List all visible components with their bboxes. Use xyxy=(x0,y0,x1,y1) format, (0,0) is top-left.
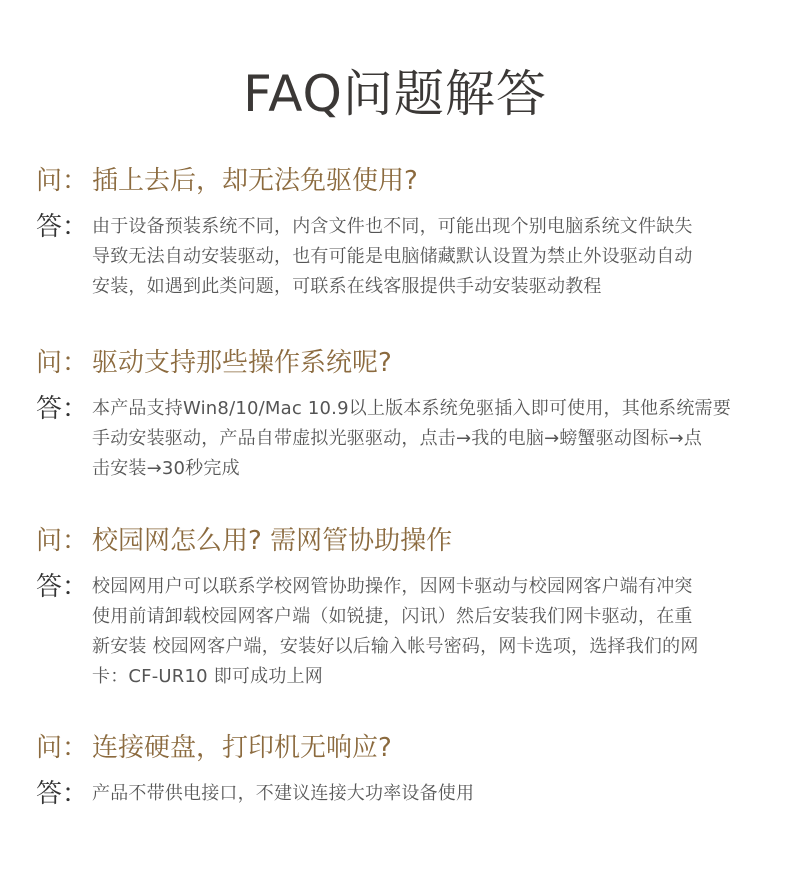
answer-text: 产品不带供电接口，不建议连接大功率设备使用 xyxy=(92,783,475,804)
faq-question xyxy=(36,731,776,765)
question-text: 校园网怎么用? 需网管协助操作 xyxy=(92,526,453,556)
question-prefix: 问： xyxy=(36,348,89,378)
answer-prefix: 答： xyxy=(36,779,89,809)
faq-question xyxy=(36,164,776,198)
answer-prefix: 答： xyxy=(36,394,89,424)
question-prefix: 问： xyxy=(36,166,89,196)
answer-prefix: 答： xyxy=(36,212,89,242)
faq-item xyxy=(36,164,776,302)
question-text: 插上去后，却无法免驱使用? xyxy=(92,166,418,196)
question-text: 驱动支持那些操作系统呢? xyxy=(92,348,392,378)
faq-item xyxy=(36,346,776,484)
question-prefix: 问： xyxy=(36,526,89,556)
faq-answer xyxy=(36,779,776,809)
faq-question xyxy=(36,524,776,558)
page-title: FAQ问题解答 xyxy=(243,65,547,123)
question-prefix: 问： xyxy=(36,733,89,763)
faq-answer xyxy=(36,572,776,692)
answer-text: 由于设备预装系统不同，内含文件也不同，可能出现个别电脑系统文件缺失 导致无法自动安装驱动，也有可能是电脑储藏默认设置为禁止外设驱动自动 安装，如遇到此类问题，可联系在线客服提供手动安装驱动教程 xyxy=(92,216,693,297)
faq-answer xyxy=(36,212,776,302)
answer-text: 本产品支持Win8/10/Mac 10.9以上版本系统免驱插入即可使用，其他系统需要 手动安装驱动，产品自带虚拟光驱驱动，点击→我的电脑→螃蟹驱动图标→点 击安装→30秒完成 xyxy=(92,398,731,479)
faq-question xyxy=(36,346,776,380)
answer-text: 校园网用户可以联系学校网管协助操作，因网卡驱动与校园网客户端有冲突 使用前请卸载校园网客户端（如锐捷，闪讯）然后安装我们网卡驱动，在重 新安装 校园网客户端，安装好以后输入帐号密码，网卡选项，选择我们的网 卡：CF-UR10 即可成功上网 xyxy=(92,576,699,687)
faq-item xyxy=(36,524,776,692)
faq-answer xyxy=(36,394,776,484)
faq-item xyxy=(36,731,776,809)
question-text: 连接硬盘，打印机无响应? xyxy=(92,733,392,763)
answer-prefix: 答： xyxy=(36,572,89,602)
